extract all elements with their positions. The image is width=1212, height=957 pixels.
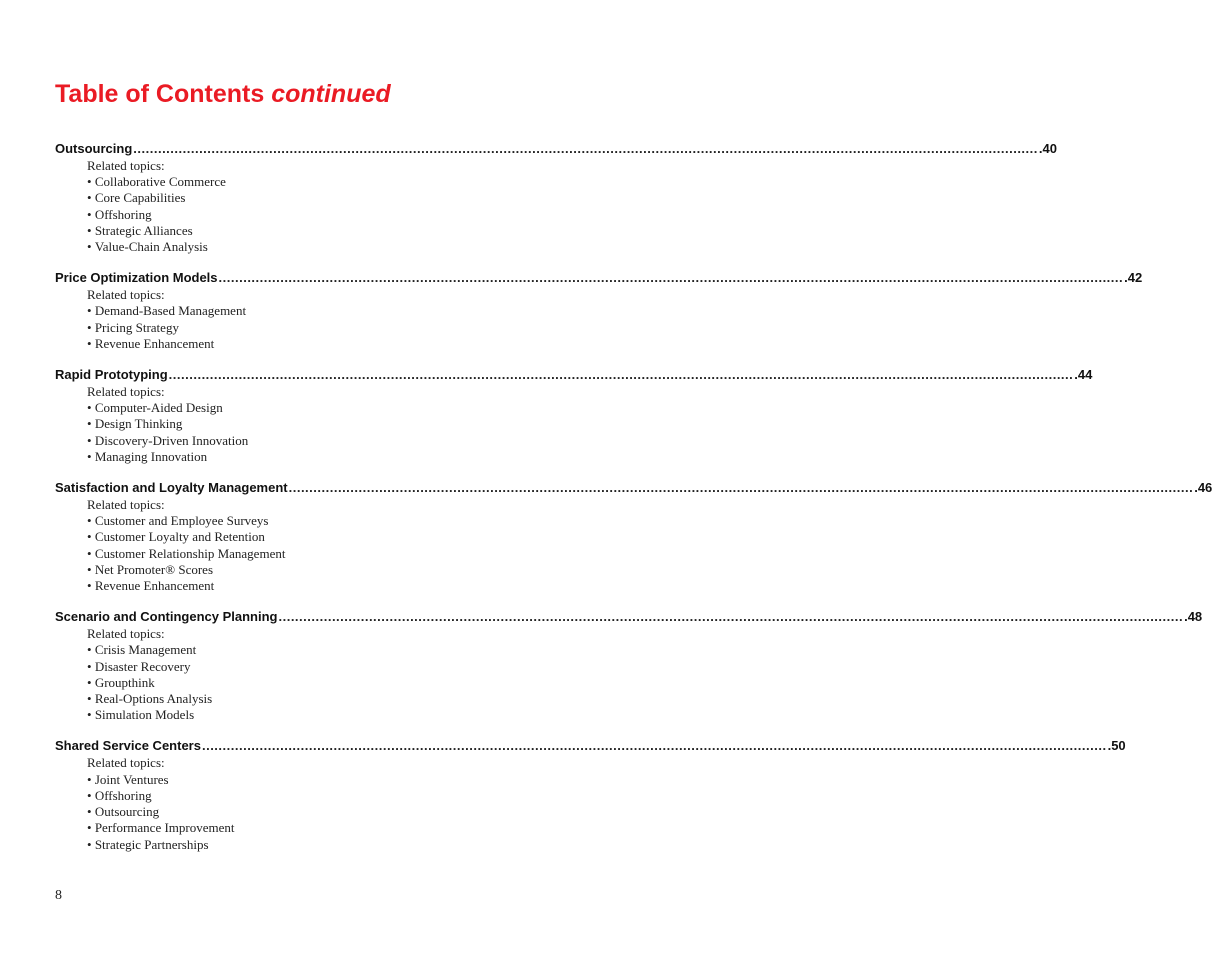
toc-entry xyxy=(55,269,1143,352)
related-topic: • Demand-Based Management xyxy=(87,303,582,319)
related-topics-label: Related topics: xyxy=(87,497,165,513)
dot-leader: ............................................................................................................................................................................................................................ xyxy=(288,480,1194,496)
toc-entry-heading[interactable] xyxy=(55,608,1203,626)
toc-page-number: .40 xyxy=(1038,141,1057,156)
dot-leader: ............................................................................................................................................................................................................................ xyxy=(168,367,1074,383)
dot-leader: ............................................................................................................................................................................................................................ xyxy=(218,270,1124,286)
toc-entry-heading[interactable] xyxy=(55,737,1126,755)
toc-entry xyxy=(55,737,1126,852)
related-topic: • Offshoring xyxy=(87,207,582,223)
toc-entry-title: Scenario and Contingency Planning xyxy=(55,609,278,625)
related-topics-list xyxy=(87,642,582,723)
related-topic: • Revenue Enhancement xyxy=(87,336,582,352)
related-topics-list xyxy=(87,303,582,352)
toc-entry-title: Price Optimization Models xyxy=(55,270,218,286)
related-topics-list xyxy=(87,174,582,255)
related-topic: • Computer-Aided Design xyxy=(87,400,582,416)
related-topics-list xyxy=(87,772,582,853)
related-topic: • Outsourcing xyxy=(87,804,582,820)
related-topic: • Groupthink xyxy=(87,675,582,691)
dot-leader: ............................................................................................................................................................................................................................ xyxy=(278,609,1184,625)
related-topic: • Joint Ventures xyxy=(87,772,582,788)
toc-entry xyxy=(55,140,1057,255)
related-topic: • Simulation Models xyxy=(87,707,582,723)
toc-entry-title: Outsourcing xyxy=(55,141,133,156)
related-topic: • Design Thinking xyxy=(87,416,582,432)
related-topic: • Value-Chain Analysis xyxy=(87,239,582,255)
related-topic: • Strategic Alliances xyxy=(87,223,582,239)
related-topics-label: Related topics: xyxy=(87,158,165,173)
related-topic: • Pricing Strategy xyxy=(87,320,582,336)
toc-entry-heading[interactable] xyxy=(55,366,1093,384)
related-topic: • Disaster Recovery xyxy=(87,659,582,675)
toc-entry-heading[interactable] xyxy=(55,269,1143,287)
related-topic: • Strategic Partnerships xyxy=(87,837,582,853)
toc-entry-title: Shared Service Centers xyxy=(55,738,201,754)
toc-page-number: .46 xyxy=(1194,480,1212,496)
related-topic: • Customer Loyalty and Retention xyxy=(87,529,582,545)
related-topic: • Offshoring xyxy=(87,788,582,804)
dot-leader: ............................................................................................................................................................................................................................ xyxy=(133,141,1038,156)
toc-entry xyxy=(55,366,1093,465)
toc-entry-title: Satisfaction and Loyalty Management xyxy=(55,480,288,496)
related-topic: • Customer Relationship Management xyxy=(87,546,582,562)
toc-page-number: .50 xyxy=(1107,738,1126,754)
related-topics-list xyxy=(87,400,582,465)
page-title-main: Table of Contents xyxy=(55,80,265,108)
toc-entry-title: Rapid Prototyping xyxy=(55,367,168,383)
page-number: 8 xyxy=(55,888,62,903)
toc-page-number: .42 xyxy=(1124,270,1143,286)
related-topic: • Customer and Employee Surveys xyxy=(87,513,582,529)
toc-entry xyxy=(55,479,1212,594)
toc-entry-heading[interactable] xyxy=(55,479,1212,497)
page-title-accent: continued xyxy=(271,80,391,108)
related-topic: • Discovery-Driven Innovation xyxy=(87,433,582,449)
related-topics-list xyxy=(87,513,582,594)
toc-page-number: .48 xyxy=(1184,609,1203,625)
related-topic: • Performance Improvement xyxy=(87,820,582,836)
related-topic: • Collaborative Commerce xyxy=(87,174,582,190)
toc-entry-heading[interactable] xyxy=(55,140,1057,158)
related-topic: • Net Promoter® Scores xyxy=(87,562,582,578)
related-topic: • Core Capabilities xyxy=(87,190,582,206)
related-topic: • Crisis Management xyxy=(87,642,582,658)
toc-entry xyxy=(55,608,1203,723)
toc-page-number: .44 xyxy=(1074,367,1093,383)
page-title xyxy=(55,78,391,110)
related-topics-label: Related topics: xyxy=(87,287,165,303)
table-of-contents xyxy=(55,140,1212,867)
related-topic: • Real-Options Analysis xyxy=(87,691,582,707)
related-topics-label: Related topics: xyxy=(87,626,165,642)
related-topic: • Managing Innovation xyxy=(87,449,582,465)
related-topic: • Revenue Enhancement xyxy=(87,578,582,594)
dot-leader: ............................................................................................................................................................................................................................ xyxy=(201,738,1107,754)
related-topics-label: Related topics: xyxy=(87,384,165,400)
related-topics-label: Related topics: xyxy=(87,755,165,771)
